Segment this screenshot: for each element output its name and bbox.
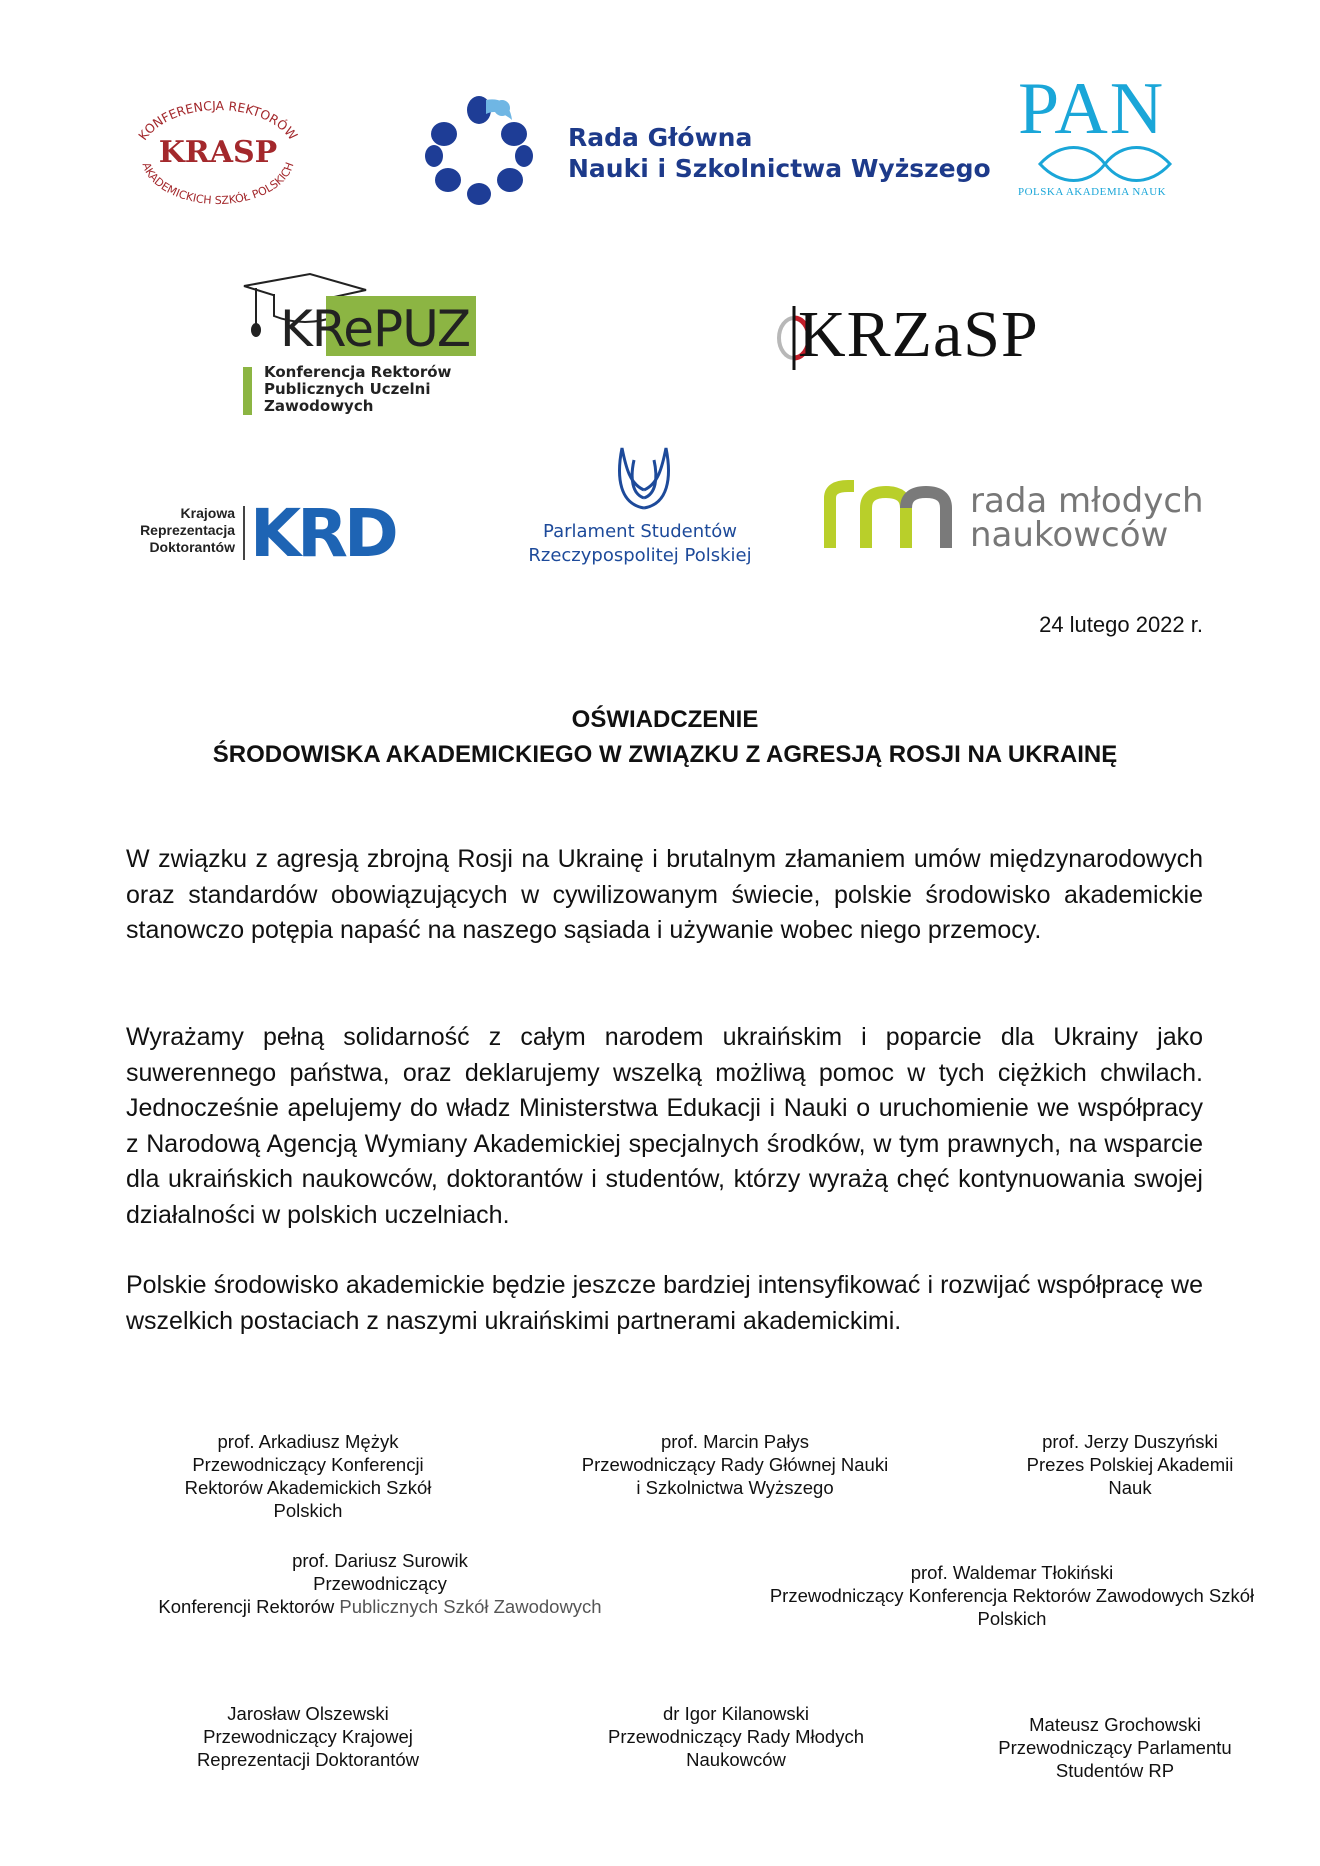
krepuz-wordmark: KRePUZ: [280, 300, 471, 358]
signature-mezyk: prof. Arkadiusz Mężyk Przewodniczący Konferencji Rektorów Akademickich Szkół Polskich: [184, 1431, 432, 1521]
pan-infinity-icon: [1030, 140, 1180, 186]
krzasp-wordmark: KRZaSP: [798, 298, 1039, 371]
krepuz-green-bar: [243, 367, 252, 415]
signature-duszynski: prof. Jerzy Duszyński Prezes Polskiej Akademii Nauk: [1026, 1431, 1234, 1498]
rmn-name: rada młodych naukowców: [970, 481, 1204, 555]
rgnisw-name: Rada Główna Nauki i Szkolnictwa Wyższego: [568, 123, 991, 183]
signature-kilanowski: dr Igor Kilanowski Przewodniczący Rady Młodych Naukowców: [607, 1703, 865, 1770]
document-title: OŚWIADCZENIE: [571, 706, 759, 733]
svg-text:AKADEMICKICH SZKÓŁ POLSKICH: AKADEMICKICH SZKÓŁ POLSKICH: [139, 160, 297, 206]
svg-text:KRD: KRD: [250, 500, 395, 562]
pan-subtitle: POLSKA AKADEMIA NAUK: [1018, 186, 1167, 198]
krd-wordmark: [250, 500, 426, 562]
parliament-emblem-icon: [608, 438, 680, 514]
svg-text:KONFERENCJA REKTORÓW: KONFERENCJA REKTORÓW: [135, 97, 301, 143]
krd-full-name: Krajowa Reprezentacja Doktorantów: [140, 505, 235, 555]
krasp-logo: [128, 96, 308, 206]
krepuz-full-name: Konferencja Rektorów Publicznych Uczelni Zawodowych: [264, 363, 452, 415]
rgnisw-emblem-icon: [424, 94, 534, 206]
signature-grochowski: Mateusz Grochowski Przewodniczący Parlamentu Studentów RP: [998, 1714, 1232, 1781]
krd-divider: [243, 506, 245, 560]
document-date: 24 lutego 2022 r.: [1039, 612, 1203, 637]
signature-olszewski: Jarosław Olszewski Przewodniczący Krajowej Reprezentacji Doktorantów: [196, 1703, 420, 1770]
signature-tlokinski: prof. Waldemar Tłokiński Przewodniczący Konferencja Rektorów Zawodowych Szkół Polskich: [769, 1562, 1255, 1629]
paragraph-1: W związku z agresją zbrojną Rosji na Ukrainę i brutalnym złamaniem umów międzynarodowych oraz standardów obowiązujących w cywilizowanym świecie, polskie środowisko akademickie stanowczo potępia napaść na naszego sąsiada i używanie wobec niego przemocy.: [126, 845, 1203, 944]
signature-palys: prof. Marcin Pałys Przewodniczący Rady Głównej Nauki i Szkolnictwa Wyższego: [581, 1431, 889, 1498]
pan-wordmark: PAN: [1018, 68, 1166, 150]
document-subtitle: ŚRODOWISKA AKADEMICKIEGO W ZWIĄZKU Z AGRESJĄ ROSJI NA UKRAINĘ: [212, 741, 1118, 768]
paragraph-3: Polskie środowisko akademickie będzie jeszcze bardziej intensyfikować i rozwijać współpracę we wszelkich postaciach z naszymi ukraińskimi partnerami akademickimi.: [126, 1271, 1203, 1335]
signature-surowik: prof. Dariusz Surowik Przewodniczący Konferencji Rektorów Publicznych Szkół Zawodowych: [158, 1550, 602, 1617]
rmn-emblem-icon: [820, 478, 960, 548]
krasp-wordmark: KRASP: [158, 135, 278, 170]
paragraph-2: Wyrażamy pełną solidarność z całym narodem ukraińskim i poparcie dla Ukrainy jako suwerennego państwa, oraz deklarujemy wszelką możliwą pomoc w tych ciężkich chwilach. Jednocześnie apelujemy do władz Ministerstwa Edukacji i Nauki o uruchomienie we współpracy z Narodową Agencją Wymiany Akademickiej specjalnych środków, w tym prawnych, na wsparcie dla ukraińskich naukowców, doktorantów i studentów, którzy wyrażą chęć kontynuowania swojej działalności w polskich uczelniach.: [126, 1023, 1203, 1229]
psrp-name: Parlament Studentów Rzeczypospolitej Polskiej: [528, 521, 752, 566]
